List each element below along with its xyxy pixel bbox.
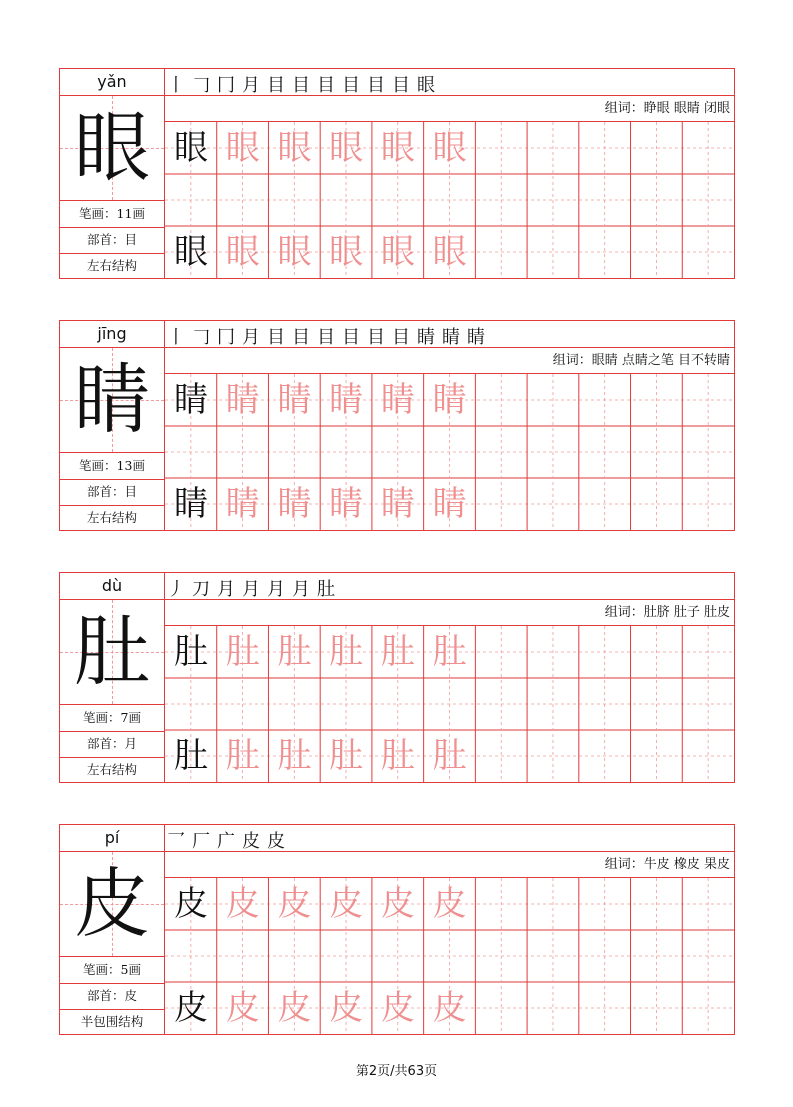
char-block-2 xyxy=(59,572,735,783)
trace-character-cell xyxy=(424,878,476,930)
trace-character-cell xyxy=(320,626,372,678)
model-character: 睛 xyxy=(174,484,208,524)
stroke-step: 目 xyxy=(367,75,385,96)
model-character: 肚 xyxy=(174,736,208,776)
trace-character: 睛 xyxy=(277,380,312,420)
trace-character: 肚 xyxy=(225,632,260,672)
practice-grid xyxy=(165,374,734,530)
trace-character: 肚 xyxy=(432,632,467,672)
trace-character-cell xyxy=(268,626,320,678)
trace-character-cell xyxy=(268,374,320,426)
trace-character: 睛 xyxy=(225,484,260,524)
stroke-count-label: 笔画：7画 xyxy=(60,705,164,732)
structure-label: 左右结构 xyxy=(86,510,137,525)
model-character: 皮 xyxy=(174,884,208,924)
trace-character: 眼 xyxy=(277,128,312,168)
stroke-order-row xyxy=(165,321,734,348)
model-character: 睛 xyxy=(174,380,208,420)
trace-character-cell xyxy=(372,478,424,530)
big-character-box xyxy=(60,852,164,957)
stroke-step: 月 xyxy=(292,579,310,600)
trace-character-cell xyxy=(320,878,372,930)
big-character: 皮 xyxy=(74,859,150,948)
stroke-step: 目 xyxy=(317,327,335,348)
trace-character-cell xyxy=(217,374,269,426)
model-character: 眼 xyxy=(174,232,208,272)
trace-character: 肚 xyxy=(277,736,312,776)
example-words-row xyxy=(165,348,734,374)
trace-character: 皮 xyxy=(432,884,467,924)
stroke-step: 目 xyxy=(267,327,285,348)
trace-character: 皮 xyxy=(225,884,260,924)
trace-character-cell xyxy=(372,122,424,174)
model-character-cell xyxy=(165,122,217,174)
trace-character-cell xyxy=(217,122,269,174)
trace-character-cell xyxy=(372,730,424,782)
trace-character-cell xyxy=(424,374,476,426)
trace-character: 睛 xyxy=(432,484,467,524)
stroke-step: 丿 xyxy=(167,579,185,600)
trace-character: 眼 xyxy=(277,232,312,272)
trace-character: 睛 xyxy=(329,380,364,420)
radical-label: 部首：皮 xyxy=(60,983,164,1010)
example-words: 组词：牛皮 橡皮 果皮 xyxy=(604,857,730,872)
stroke-step: 目 xyxy=(392,327,410,348)
trace-character-cell xyxy=(268,478,320,530)
stroke-step: 月 xyxy=(267,579,285,600)
stroke-step: 冂 xyxy=(217,327,235,348)
stroke-step: 皮 xyxy=(242,831,260,852)
char-block-0 xyxy=(59,68,735,279)
trace-character: 眼 xyxy=(329,232,364,272)
model-character: 眼 xyxy=(174,128,208,168)
stroke-step: 𠃌 xyxy=(192,75,210,96)
trace-character-cell xyxy=(268,122,320,174)
char-info-column xyxy=(60,69,165,278)
pinyin: pí xyxy=(60,825,164,852)
trace-character-cell xyxy=(424,982,476,1034)
model-character: 肚 xyxy=(174,632,208,672)
radical-label: 部首：目 xyxy=(60,227,164,254)
trace-character-cell xyxy=(372,626,424,678)
trace-character-cell xyxy=(217,626,269,678)
big-character-box xyxy=(60,96,164,201)
stroke-step: 冂 xyxy=(217,75,235,96)
model-character-cell xyxy=(165,730,217,782)
trace-character-cell xyxy=(320,730,372,782)
page-footer: 第2页/共63页 xyxy=(355,1064,438,1079)
trace-character-cell xyxy=(217,878,269,930)
trace-character-cell xyxy=(424,730,476,782)
model-character-cell xyxy=(165,226,217,278)
trace-character: 睛 xyxy=(380,484,415,524)
trace-character-cell xyxy=(372,374,424,426)
model-character: 皮 xyxy=(174,988,208,1028)
char-info-column xyxy=(60,573,165,782)
trace-character: 眼 xyxy=(432,232,467,272)
trace-character: 肚 xyxy=(432,736,467,776)
stroke-step: 目 xyxy=(292,75,310,96)
trace-character-cell xyxy=(372,226,424,278)
stroke-step: 刀 xyxy=(192,579,210,600)
trace-character: 皮 xyxy=(329,884,364,924)
char-info-column xyxy=(60,825,165,1034)
model-character-cell xyxy=(165,478,217,530)
stroke-order-row xyxy=(165,573,734,600)
model-character-cell xyxy=(165,374,217,426)
stroke-step: 丨 xyxy=(167,327,185,348)
example-words: 组词：睁眼 眼睛 闭眼 xyxy=(604,101,730,116)
trace-character: 皮 xyxy=(277,884,312,924)
example-words-row xyxy=(165,96,734,122)
stroke-step: 月 xyxy=(242,327,260,348)
big-character-box xyxy=(60,600,164,705)
trace-character-cell xyxy=(320,478,372,530)
stroke-step: 眼 xyxy=(417,75,435,96)
practice-grid xyxy=(165,626,734,782)
trace-character-cell xyxy=(268,730,320,782)
trace-character: 肚 xyxy=(277,632,312,672)
stroke-step: 睛 xyxy=(442,327,460,348)
big-character: 眼 xyxy=(74,103,150,192)
big-character: 肚 xyxy=(74,607,150,696)
trace-character: 眼 xyxy=(380,128,415,168)
example-words: 组词：眼睛 点睛之笔 目不转睛 xyxy=(552,353,730,368)
pinyin: yǎn xyxy=(60,69,164,96)
trace-character-cell xyxy=(217,730,269,782)
big-character-box xyxy=(60,348,164,453)
stroke-count-label: 笔画：13画 xyxy=(60,453,164,480)
trace-character-cell xyxy=(372,982,424,1034)
stroke-step: 广 xyxy=(217,831,235,852)
trace-character: 眼 xyxy=(329,128,364,168)
stroke-step: 目 xyxy=(267,75,285,96)
stroke-step: 厂 xyxy=(192,831,210,852)
char-info-column xyxy=(60,321,165,530)
trace-character: 肚 xyxy=(380,632,415,672)
stroke-order-row xyxy=(165,69,734,96)
trace-character: 肚 xyxy=(225,736,260,776)
char-block-3 xyxy=(59,824,735,1035)
char-block-1 xyxy=(59,320,735,531)
stroke-order-row xyxy=(165,825,734,852)
pinyin: jīng xyxy=(60,321,164,348)
trace-character: 肚 xyxy=(380,736,415,776)
stroke-step: 月 xyxy=(217,579,235,600)
trace-character: 皮 xyxy=(277,988,312,1028)
stroke-step: 肚 xyxy=(317,579,335,600)
pinyin: dù xyxy=(60,573,164,600)
trace-character-cell xyxy=(320,226,372,278)
trace-character-cell xyxy=(217,478,269,530)
trace-character: 眼 xyxy=(225,128,260,168)
trace-character-cell xyxy=(268,982,320,1034)
stroke-step: 皮 xyxy=(267,831,285,852)
practice-grid xyxy=(165,122,734,278)
trace-character-cell xyxy=(268,878,320,930)
trace-character: 睛 xyxy=(380,380,415,420)
model-character-cell xyxy=(165,878,217,930)
practice-grid xyxy=(165,878,734,1034)
trace-character: 皮 xyxy=(329,988,364,1028)
example-words-row xyxy=(165,852,734,878)
structure-label: 左右结构 xyxy=(86,762,137,777)
example-words: 组词：肚脐 肚子 肚皮 xyxy=(604,605,730,620)
trace-character-cell xyxy=(217,226,269,278)
stroke-step: 目 xyxy=(342,75,360,96)
trace-character-cell xyxy=(320,374,372,426)
stroke-step: 月 xyxy=(242,75,260,96)
model-character-cell xyxy=(165,982,217,1034)
stroke-step: 乛 xyxy=(167,831,185,852)
trace-character: 眼 xyxy=(380,232,415,272)
radical-label: 部首：目 xyxy=(60,479,164,506)
trace-character: 睛 xyxy=(432,380,467,420)
stroke-count-label: 笔画：11画 xyxy=(60,201,164,228)
trace-character-cell xyxy=(424,226,476,278)
trace-character-cell xyxy=(217,982,269,1034)
stroke-step: 月 xyxy=(242,579,260,600)
trace-character: 肚 xyxy=(329,632,364,672)
trace-character: 肚 xyxy=(329,736,364,776)
trace-character-cell xyxy=(320,982,372,1034)
trace-character: 皮 xyxy=(432,988,467,1028)
trace-character-cell xyxy=(268,226,320,278)
trace-character: 睛 xyxy=(225,380,260,420)
trace-character-cell xyxy=(424,122,476,174)
structure-label: 左右结构 xyxy=(86,258,137,273)
trace-character-cell xyxy=(424,478,476,530)
trace-character: 睛 xyxy=(277,484,312,524)
stroke-count-label: 笔画：5画 xyxy=(60,957,164,984)
trace-character-cell xyxy=(424,626,476,678)
stroke-step: 目 xyxy=(317,75,335,96)
stroke-step: 𠃌 xyxy=(192,327,210,348)
trace-character: 皮 xyxy=(380,884,415,924)
trace-character-cell xyxy=(320,122,372,174)
trace-character: 皮 xyxy=(380,988,415,1028)
stroke-step: 丨 xyxy=(167,75,185,96)
trace-character: 眼 xyxy=(432,128,467,168)
structure-label: 半包围结构 xyxy=(80,1014,144,1029)
trace-character: 睛 xyxy=(329,484,364,524)
trace-character-cell xyxy=(372,878,424,930)
trace-character: 皮 xyxy=(225,988,260,1028)
stroke-step: 目 xyxy=(342,327,360,348)
stroke-step: 睛 xyxy=(467,327,485,348)
stroke-step: 目 xyxy=(367,327,385,348)
stroke-step: 睛 xyxy=(417,327,435,348)
example-words-row xyxy=(165,600,734,626)
model-character-cell xyxy=(165,626,217,678)
trace-character: 眼 xyxy=(225,232,260,272)
stroke-step: 目 xyxy=(392,75,410,96)
stroke-step: 目 xyxy=(292,327,310,348)
radical-label: 部首：月 xyxy=(60,731,164,758)
big-character: 睛 xyxy=(74,355,150,444)
